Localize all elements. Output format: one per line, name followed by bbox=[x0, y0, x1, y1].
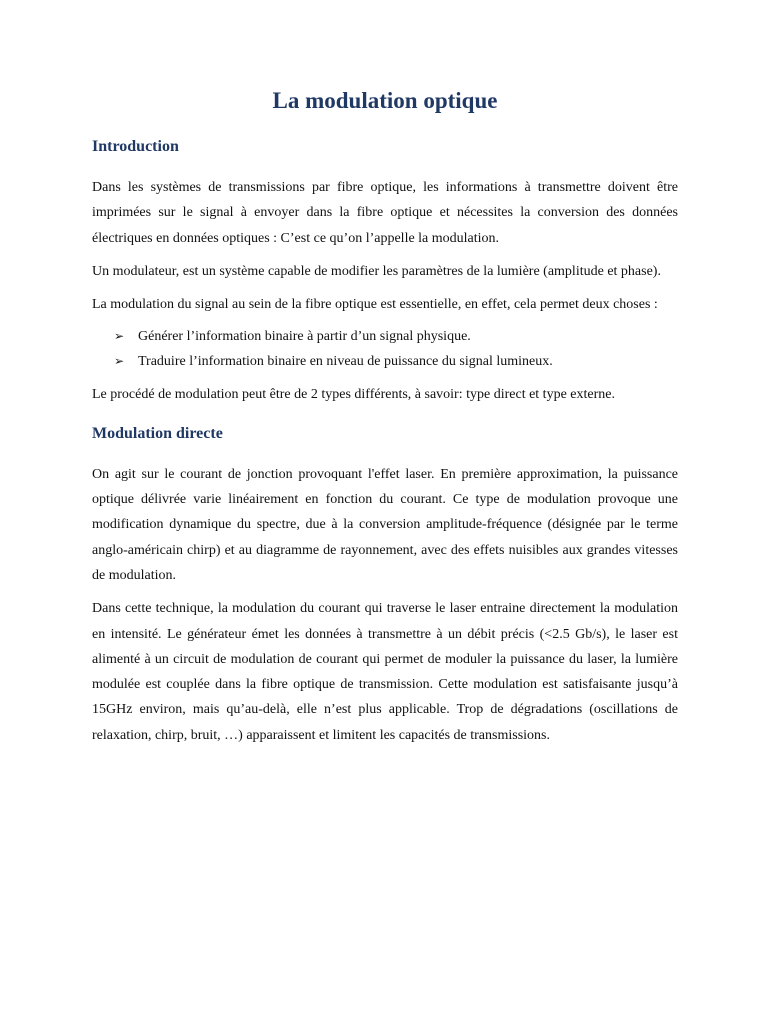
intro-paragraph-4: Le procédé de modulation peut être de 2 types différents, à savoir: type direct et type externe. bbox=[92, 387, 615, 403]
section-heading-modulation-directe: Modulation directe bbox=[92, 424, 223, 442]
arrow-bullet-icon: ➢ bbox=[114, 354, 125, 369]
intro-paragraph-1: Dans les systèmes de transmissions par fibre optique, les informations à transmettre doivent être imprimées sur le signal à envoyer dans la fibre optique et nécessites la conversion des données électriques en données optiques : C’est ce qu’on l’appelle la modulation. bbox=[92, 180, 678, 246]
intro-paragraph-2: Un modulateur, est un système capable de modifier les paramètres de la lumière (amplitude et phase). bbox=[92, 263, 661, 279]
intro-paragraph-3: La modulation du signal au sein de la fibre optique est essentielle, en effet, cela permet deux choses : bbox=[92, 297, 658, 313]
list-item-text: Générer l’information binaire à partir d’un signal physique. bbox=[138, 329, 471, 345]
section-heading-introduction: Introduction bbox=[92, 138, 179, 155]
arrow-bullet-icon: ➢ bbox=[114, 329, 125, 344]
bullet-list bbox=[92, 324, 678, 374]
document-title: La modulation optique bbox=[272, 88, 498, 113]
direct-paragraph-1: On agit sur le courant de jonction provoquant l'effet laser. En première approximation, la puissance optique délivrée varie linéairement en fonction du courant. Ce type de modulation provoque une modification dynamique du spectre, due à la conversion amplitude-fréquence (désignée par le terme anglo-américain chirp) et au diagramme de rayonnement, avec des effets nuisibles aux grandes vitesses de modulation. bbox=[92, 466, 678, 583]
direct-paragraph-2: Dans cette technique, la modulation du courant qui traverse le laser entraine directement la modulation en intensité. Le générateur émet les données à transmettre à un débit précis (<2.5 Gb/s), le laser est alimenté à un circuit de modulation de courant qui permet de moduler la puissance du laser, la lumière modulée est couplée dans la fibre optique de transmission. Cette modulation est satisfaisante jusqu’à 15GHz environ, mais qu’au-delà, elle n’est plus applicable. Trop de dégradations (oscillations de relaxation, chirp, bruit, …) apparaissent et limitent les capacités de transmissions. bbox=[92, 601, 678, 743]
list-item bbox=[114, 324, 678, 349]
list-item bbox=[114, 349, 678, 374]
list-item-text: Traduire l’information binaire en niveau de puissance du signal lumineux. bbox=[138, 354, 553, 370]
